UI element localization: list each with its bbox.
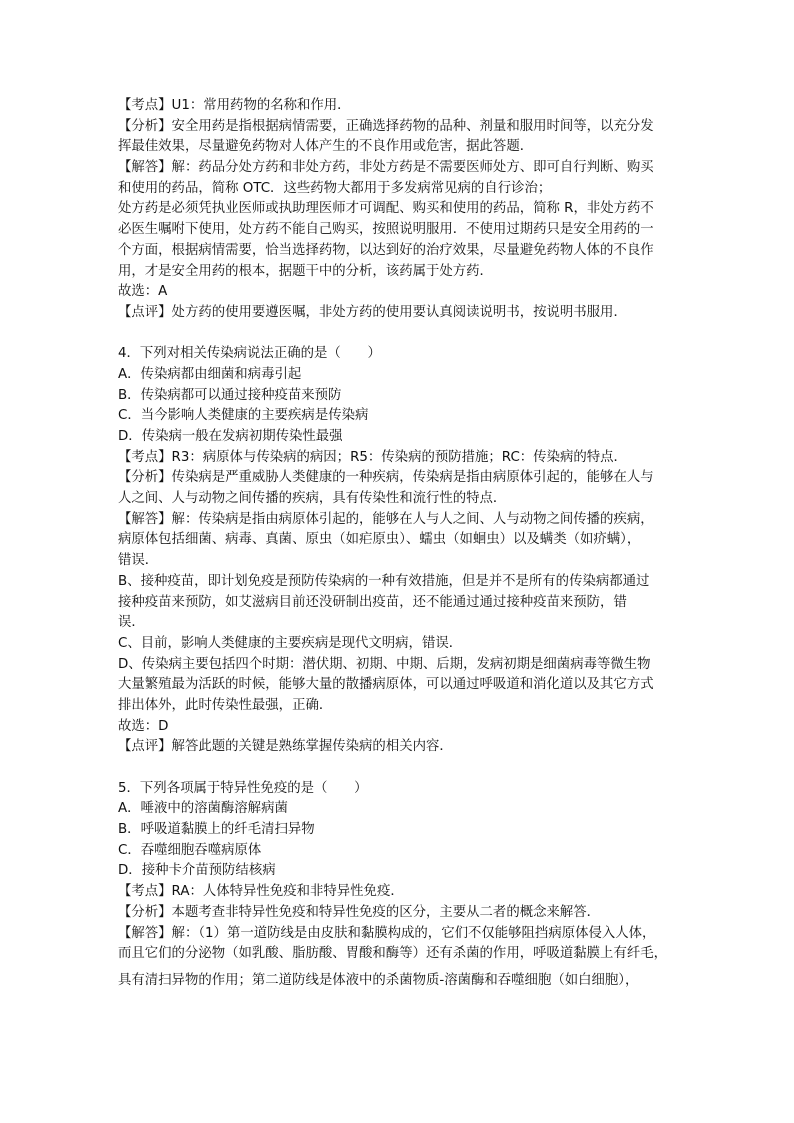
text-line: 【考点】U1：常用药物的名称和作用． bbox=[118, 98, 351, 113]
text-line: 【解答】解：传染病是指由病原体引起的，能够在人与人之间、人与动物之间传播的疾病， bbox=[118, 511, 654, 527]
text-line: B．呼吸道黏膜上的纤毛清扫异物 bbox=[118, 822, 315, 838]
text-line: 排出体外，此时传染性最强，正确． bbox=[118, 697, 333, 713]
text-line: B、接种疫苗，即计划免疫是预防传染病的一种有效措施，但是并不是所有的传染病都通过 bbox=[118, 573, 650, 589]
text-line: 故选：D bbox=[118, 718, 169, 734]
text-line: 故选：A bbox=[118, 284, 168, 300]
text-line: 必医生嘱咐下使用，处方药不能自己购买，按照说明服用．不使用过期药只是安全用药的一 bbox=[118, 222, 654, 238]
text-line: 具有清扫异物的作用；第二道防线是体液中的杀菌物质-溶菌酶和吞噬细胞（如白细胞）， bbox=[118, 972, 639, 988]
text-line: 大量繁殖最为活跃的时候，能够大量的散播病原体，可以通过呼吸道和消化道以及其它方式 bbox=[118, 677, 654, 693]
text-line: 误． bbox=[118, 615, 145, 631]
text-line: C．当今影响人类健康的主要疾病是传染病 bbox=[118, 408, 369, 424]
text-line: B．传染病都可以通过接种疫苗来预防 bbox=[118, 387, 342, 403]
text-line: 挥最佳效果，尽量避免药物对人体产生的不良作用或危害，据此答题． bbox=[118, 139, 534, 155]
text-line: 错误． bbox=[118, 553, 159, 569]
text-line: 接种疫苗来预防，如艾滋病目前还没研制出疫苗，还不能通过通过接种疫苗来预防，错 bbox=[118, 594, 627, 610]
text-line: A．传染病都由细菌和病毒引起 bbox=[118, 366, 302, 382]
text-line: A．唾液中的溶菌酶溶解病菌 bbox=[118, 801, 288, 817]
blank-line bbox=[118, 324, 678, 345]
text-line: 5．下列各项属于特异性免疫的是（ ） bbox=[118, 780, 368, 796]
text-line: 【点评】解答此题的关键是熟练掌握传染病的相关内容． bbox=[118, 739, 453, 755]
text-line: 和使用的药品，简称 OTC．这些药物大都用于多发病常见病的自行诊治； bbox=[118, 180, 552, 196]
text-line: 【考点】RA：人体特异性免疫和非特异性免疫． bbox=[118, 884, 404, 900]
text-line: 4．下列对相关传染病说法正确的是（ ） bbox=[118, 346, 381, 362]
text-line: D、传染病主要包括四个时期：潜伏期、初期、中期、后期，发病初期是细菌病毒等微生物 bbox=[118, 656, 651, 672]
text-line: 【分析】安全用药是指根据病情需要，正确选择药物的品种、剂量和服用时间等，以充分发 bbox=[118, 118, 654, 134]
text-line: 病原体包括细菌、病毒、真菌、原虫（如疟原虫）、蠕虫（如蛔虫）以及螨类（如疥螨）， bbox=[118, 532, 641, 548]
text-line: 【分析】传染病是严重威胁人类健康的一种疾病，传染病是指由病原体引起的，能够在人与 bbox=[118, 470, 654, 486]
text-line: 而且它们的分泌物（如乳酸、脂肪酸、胃酸和酶等）还有杀菌的作用，呼吸道黏膜上有纤毛， bbox=[118, 946, 668, 962]
blank-line bbox=[118, 758, 678, 779]
text-line: 【点评】处方药的使用要遵医嘱，非处方药的使用要认真阅读说明书，按说明书服用． bbox=[118, 304, 627, 320]
text-line: 人之间、人与动物之间传播的疾病，具有传染性和流行性的特点． bbox=[118, 491, 507, 507]
text-line: 【分析】本题考查非特异性免疫和特异性免疫的区分，主要从二者的概念来解答． bbox=[118, 904, 601, 920]
text-line: 个方面，根据病情需要，恰当选择药物，以达到好的治疗效果，尽量避免药物人体的不良作 bbox=[118, 242, 654, 258]
text-line: 【解答】解：药品分处方药和非处方药，非处方药是不需要医师处方、即可自行判断、购买 bbox=[118, 160, 654, 176]
text-line: 【考点】R3：病原体与传染病的病因；R5：传染病的预防措施；RC：传染病的特点． bbox=[118, 449, 627, 465]
text-line: D．接种卡介苗预防结核病 bbox=[118, 863, 276, 879]
text-line: C、目前，影响人类健康的主要疾病是现代文明病，错误． bbox=[118, 635, 463, 651]
text-line: D．传染病一般在发病初期传染性最强 bbox=[118, 429, 343, 444]
document-page bbox=[118, 96, 678, 992]
text-line: C．吞噬细胞吞噬病原体 bbox=[118, 842, 262, 858]
text-line: 【解答】解：（1）第一道防线是由皮肤和黏膜构成的，它们不仅能够阻挡病原体侵入人体， bbox=[118, 925, 656, 941]
text-line: 用，才是安全用药的根本，据题干中的分析，该药属于处方药． bbox=[118, 263, 493, 279]
text-line: 处方药是必须凭执业医师或执助理医师才可调配、购买和使用的药品，简称 R，非处方药不 bbox=[118, 201, 654, 217]
